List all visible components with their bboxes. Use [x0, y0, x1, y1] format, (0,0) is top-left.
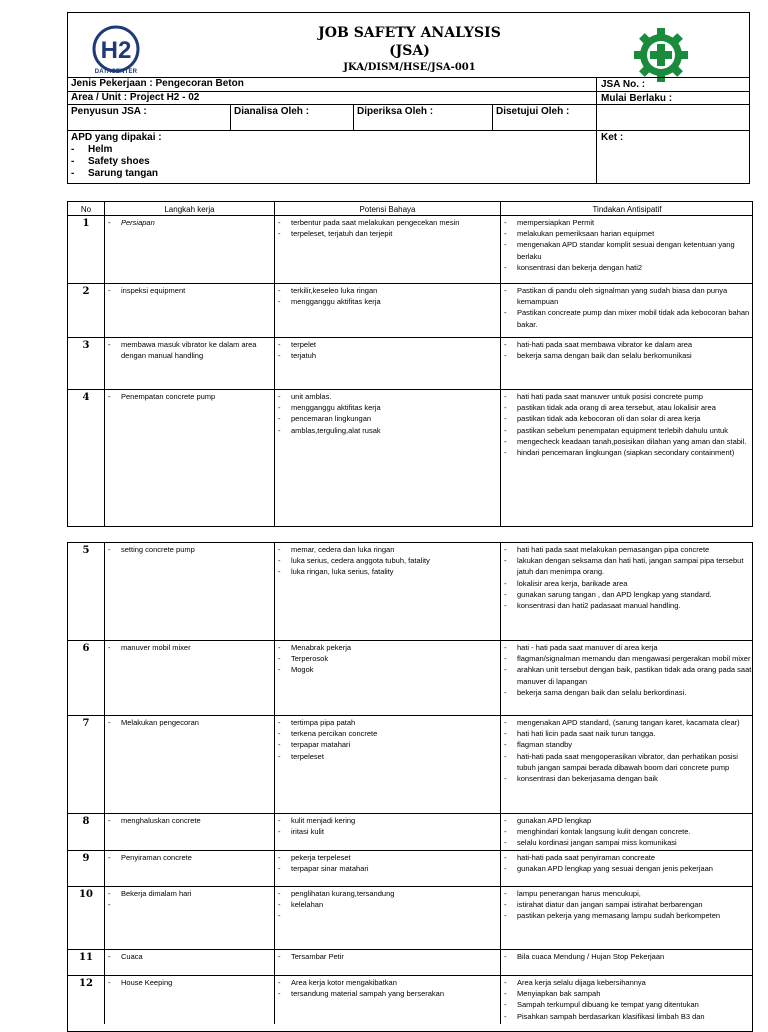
bullet-list: [276, 852, 498, 874]
document-title: JOB SAFETY ANALYSIS: [318, 25, 501, 41]
column-divider: [104, 542, 105, 1024]
bullet-list: [502, 391, 752, 458]
document-subtitle: (JSA): [389, 43, 430, 59]
bullet-list: [106, 544, 272, 555]
row-number: 10: [79, 889, 93, 900]
list-item: - hati-hati pada saat membawa vibrator ke dalam area: [502, 339, 752, 350]
column-divider: [500, 542, 501, 1024]
list-item: - Sampah terkumpul dibuang ke tempat yang ditentukan: [502, 999, 752, 1010]
list-item: - gunakan sarung tangan , dan APD lengkap yang standard.: [502, 589, 752, 600]
list-item: - terpeleset, terjatuh dan terjepit: [276, 228, 498, 239]
column-divider: [104, 201, 105, 527]
divider: [353, 104, 354, 130]
list-item: - lokalisir area kerja, barikade area: [502, 578, 752, 589]
list-item: - menghindari kontak langsung kulit dengan concrete.: [502, 826, 752, 837]
list-item: - terbentur pada saat melakukan pengecekan mesin: [276, 217, 498, 228]
list-item: - luka serius, cedera anggota tubuh, fatality: [276, 555, 498, 566]
list-item: - setting concrete pump: [106, 544, 272, 555]
list-item: - menghaluskan concrete: [106, 815, 272, 826]
bullet-list: [276, 815, 498, 837]
jsa-header: [67, 12, 750, 184]
list-item: - Pastikan di pandu oleh signalman yang sudah biasa dan punya kemampuan: [502, 285, 752, 307]
row-divider: [67, 215, 753, 216]
list-item: - membawa masuk vibrator ke dalam area dengan manual handling: [106, 339, 272, 361]
bullet-list: [106, 391, 272, 402]
bullet-list: [502, 815, 752, 849]
apd-item-dash: -: [71, 144, 75, 155]
jenis-pekerjaan-field: Jenis Pekerjaan : Pengecoran Beton: [71, 78, 244, 89]
list-item: - hati hati licin pada saat naik turun tangga.: [502, 728, 752, 739]
list-item: - Bekerja dimalam hari: [106, 888, 272, 899]
row-number: 8: [82, 816, 90, 827]
list-item: - Persiapan: [106, 217, 272, 228]
list-item: - mengganggu aktifitas kerja: [276, 296, 498, 307]
list-item: - selalu kordinasi jangan sampai miss komunikasi: [502, 837, 752, 848]
bullet-list: [502, 642, 752, 698]
bullet-list: [106, 852, 272, 863]
list-item: - mengenakan APD standard, (sarung tangan karet, kacamata clear): [502, 717, 752, 728]
apd-item: Helm: [88, 144, 113, 155]
penyusun-field: Penyusun JSA :: [71, 106, 147, 117]
svg-text:H2: H2: [100, 37, 132, 64]
list-item: - hati hati pada saat melakukan pemasangan pipa concrete: [502, 544, 752, 555]
logo-text: DATACENTER: [94, 69, 138, 75]
document-code: JKA/DISM/HSE/JSA-001: [343, 62, 476, 73]
list-item: - mengecheck keadaan tanah,posisikan dilahan yang aman dan stabil.: [502, 436, 752, 447]
list-item: - konsentrasi dan hati2 padasaat manual handling.: [502, 600, 752, 611]
apd-item: Safety shoes: [88, 156, 150, 167]
row-divider: [67, 949, 753, 950]
bullet-list: [502, 285, 752, 330]
list-item: - Pisahkan sampah berdasarkan klasifikasi limbah B3 dan: [502, 1011, 752, 1022]
list-item: - terpapar sinar matahari: [276, 863, 498, 874]
area-unit-field: Area / Unit : Project H2 - 02: [71, 92, 200, 103]
bullet-list: [106, 888, 272, 899]
list-item: - mengganggu aktifitas kerja: [276, 402, 498, 413]
list-item: - manuver mobil mixer: [106, 642, 272, 653]
divider: [68, 104, 749, 105]
list-item: - hati hati pada saat manuver untuk posisi concrete pump: [502, 391, 752, 402]
row-divider: [67, 850, 753, 851]
divider: [230, 104, 231, 130]
list-item: - penglihatan kurang,tersandung: [276, 888, 498, 899]
list-item: - terpelet: [276, 339, 498, 350]
row-number: 1: [82, 218, 90, 229]
list-item: - luka ringan, luka serius, fatality: [276, 566, 498, 577]
bullet-list: [276, 391, 498, 436]
list-item: - Menabrak pekerja: [276, 642, 498, 653]
bullet-list: [276, 217, 498, 239]
column-header-langkah: Langkah kerja: [164, 205, 215, 214]
column-header-potensi: Potensi Bahaya: [359, 205, 416, 214]
list-item: - mempersiapkan Permit: [502, 217, 752, 228]
bullet-list: [106, 815, 272, 826]
bullet-list: [502, 852, 752, 874]
list-item: - tertimpa pipa patah: [276, 717, 498, 728]
row-number: 5: [82, 545, 90, 556]
list-item: - pekerja terpeleset: [276, 852, 498, 863]
list-item: - konsentrasi dan bekerjasama dengan baik: [502, 773, 752, 784]
list-item: - Pastikan concreate pump dan mixer mobil tidak ada kebocoran bahan bakar.: [502, 307, 752, 329]
bullet-list: [106, 717, 272, 728]
divider: [492, 104, 493, 130]
apd-item: Sarung tangan: [88, 168, 159, 179]
row-number: 2: [82, 286, 90, 297]
row-number: 3: [82, 340, 90, 351]
bullet-list: [276, 888, 498, 910]
list-item: - Mogok: [276, 664, 498, 675]
row-number: 11: [79, 952, 93, 963]
bullet-list: [502, 544, 752, 611]
list-item: - istirahat diatur dan jangan sampai istirahat berbarengan: [502, 899, 752, 910]
list-item: - Area kerja kotor mengakibatkan: [276, 977, 498, 988]
safety-gear-cross-icon: [631, 25, 691, 85]
divider: [596, 77, 597, 184]
row-divider: [67, 886, 753, 887]
list-item: - terpeleset: [276, 751, 498, 762]
row-number: 9: [82, 853, 90, 864]
row-divider: [67, 283, 753, 284]
bullet-list: [502, 951, 752, 962]
list-item: - Melakukan pengecoran: [106, 717, 272, 728]
list-item: - arahkan unit tersebut dengan baik, pastikan tidak ada orang pada saat manuver di lapangan: [502, 664, 752, 686]
divider: [68, 130, 749, 131]
list-item: - terkilir,keseleo luka ringan: [276, 285, 498, 296]
row-divider: [67, 715, 753, 716]
list-item: - amblas,terguling,alat rusak: [276, 425, 498, 436]
list-item: - kulit menjadi kering: [276, 815, 498, 826]
list-item: - pencemaran lingkungan: [276, 413, 498, 424]
list-item: - melakukan pemeriksaan harian equipmet: [502, 228, 752, 239]
bullet-list: [502, 339, 752, 361]
mulai-berlaku-field: Mulai Berlaku :: [601, 93, 673, 104]
row-divider: [67, 389, 753, 390]
bullet-list: [106, 951, 272, 962]
list-item: - hindari pencemaran lingkungan (siapkan secondary containment): [502, 447, 752, 458]
list-item: - tersandung material sampah yang berserakan: [276, 988, 498, 999]
apd-label: APD yang dipakai :: [71, 132, 162, 143]
list-item: - lampu penerangan harus mencukupi,: [502, 888, 752, 899]
bullet-list: [502, 217, 752, 273]
list-item: - pastikan tidak ada orang di area tersebut, atau lokalisir area: [502, 402, 752, 413]
list-item: - inspeksi equipment: [106, 285, 272, 296]
bullet-list: [276, 642, 498, 676]
column-header-tindakan: Tindakan Antisipatif: [592, 205, 662, 214]
list-item: - Tersambar Petir: [276, 951, 498, 962]
ket-field: Ket :: [601, 132, 624, 143]
bullet-list: [106, 977, 272, 988]
list-item: - Terperosok: [276, 653, 498, 664]
list-item: - iritasi kulit: [276, 826, 498, 837]
bullet-list: [276, 285, 498, 307]
list-item: - memar, cedera dan luka ringan: [276, 544, 498, 555]
row-divider: [67, 813, 753, 814]
list-item: - Area kerja selalu dijaga kebersihannya: [502, 977, 752, 988]
list-item: - bekerja sama dengan baik dan selalu berkomunikasi: [502, 350, 752, 361]
bullet-list: [502, 977, 752, 1022]
list-item: - unit amblas.: [276, 391, 498, 402]
bullet-list: [276, 544, 498, 578]
list-item: - flagman standby: [502, 739, 752, 750]
list-item: - hati-hati pada saat penyiraman concreate: [502, 852, 752, 863]
list-item: - kelelahan: [276, 899, 498, 910]
list-item: - pastikan tidak ada kebocoran oli dan solar di area kerja: [502, 413, 752, 424]
list-item: - hati - hati pada saat manuver di area kerja: [502, 642, 752, 653]
bullet-list: [502, 717, 752, 784]
diperiksa-field: Diperiksa Oleh :: [357, 106, 434, 117]
column-divider: [500, 201, 501, 527]
bullet-list: [276, 339, 498, 361]
list-item: - mengenakan APD standar komplit sesuai dengan ketentuan yang berlaku: [502, 239, 752, 261]
list-item: - gunakan APD lengkap: [502, 815, 752, 826]
apd-item-dash: -: [71, 168, 75, 179]
dianalisa-field: Dianalisa Oleh :: [234, 106, 310, 117]
list-item: - Cuaca: [106, 951, 272, 962]
column-divider: [274, 201, 275, 527]
list-item: - terkena percikan concrete: [276, 728, 498, 739]
bullet-list: [106, 339, 272, 361]
bullet-list: [106, 285, 272, 296]
bullet-list: [276, 951, 498, 962]
column-header-no: No: [80, 205, 92, 214]
bullet-list: [276, 977, 498, 999]
row-number: 12: [79, 978, 93, 989]
list-item: - House Keeping: [106, 977, 272, 988]
list-item: - terpapar matahari: [276, 739, 498, 750]
disetujui-field: Disetujui Oleh :: [496, 106, 570, 117]
row-divider: [67, 975, 753, 976]
list-item: - flagman/signalman memandu dan mengawasi pergerakan mobil mixer: [502, 653, 752, 664]
list-item: - gunakan APD lengkap yang sesuai dengan jenis pekerjaan: [502, 863, 752, 874]
bullet-list: [106, 642, 272, 653]
row-divider: [67, 640, 753, 641]
row-divider: [67, 337, 753, 338]
row-number: 4: [82, 392, 90, 403]
bullet-list: [106, 217, 272, 228]
list-item: - lakukan dengan seksama dan hati hati, jangan sampai pipa tersebut jatuh dan menimpa orang.: [502, 555, 752, 577]
row-number: 7: [82, 718, 90, 729]
list-item: - hati-hati pada saat mengoperasikan vibrator, dan perhatikan posisi tubuh jangan sampai berada dibawah boom dari concrete pump: [502, 751, 752, 773]
column-divider: [274, 542, 275, 1024]
list-item: - Menyiapkan bak sampah: [502, 988, 752, 999]
list-item: - pastikan pekerja yang memasang lampu sudah berkompeten: [502, 910, 752, 921]
list-item: - bekerja sama dengan baik dan selalu berkordinasi.: [502, 687, 752, 698]
bullet-list: [502, 888, 752, 922]
list-item: - terjatuh: [276, 350, 498, 361]
row-number: 6: [82, 643, 90, 654]
list-item: - Penyiraman concrete: [106, 852, 272, 863]
bullet-list: [276, 717, 498, 762]
list-item: - Penempatan concrete pump: [106, 391, 272, 402]
jsa-no-field: JSA No. :: [601, 79, 646, 90]
list-item: - pastikan sebelum penempatan equipment terlebih dahulu untuk: [502, 425, 752, 436]
list-item: - Bila cuaca Mendung / Hujan Stop Pekerjaan: [502, 951, 752, 962]
apd-item-dash: -: [71, 156, 75, 167]
list-item: - konsentrasi dan bekerja dengan hati2: [502, 262, 752, 273]
